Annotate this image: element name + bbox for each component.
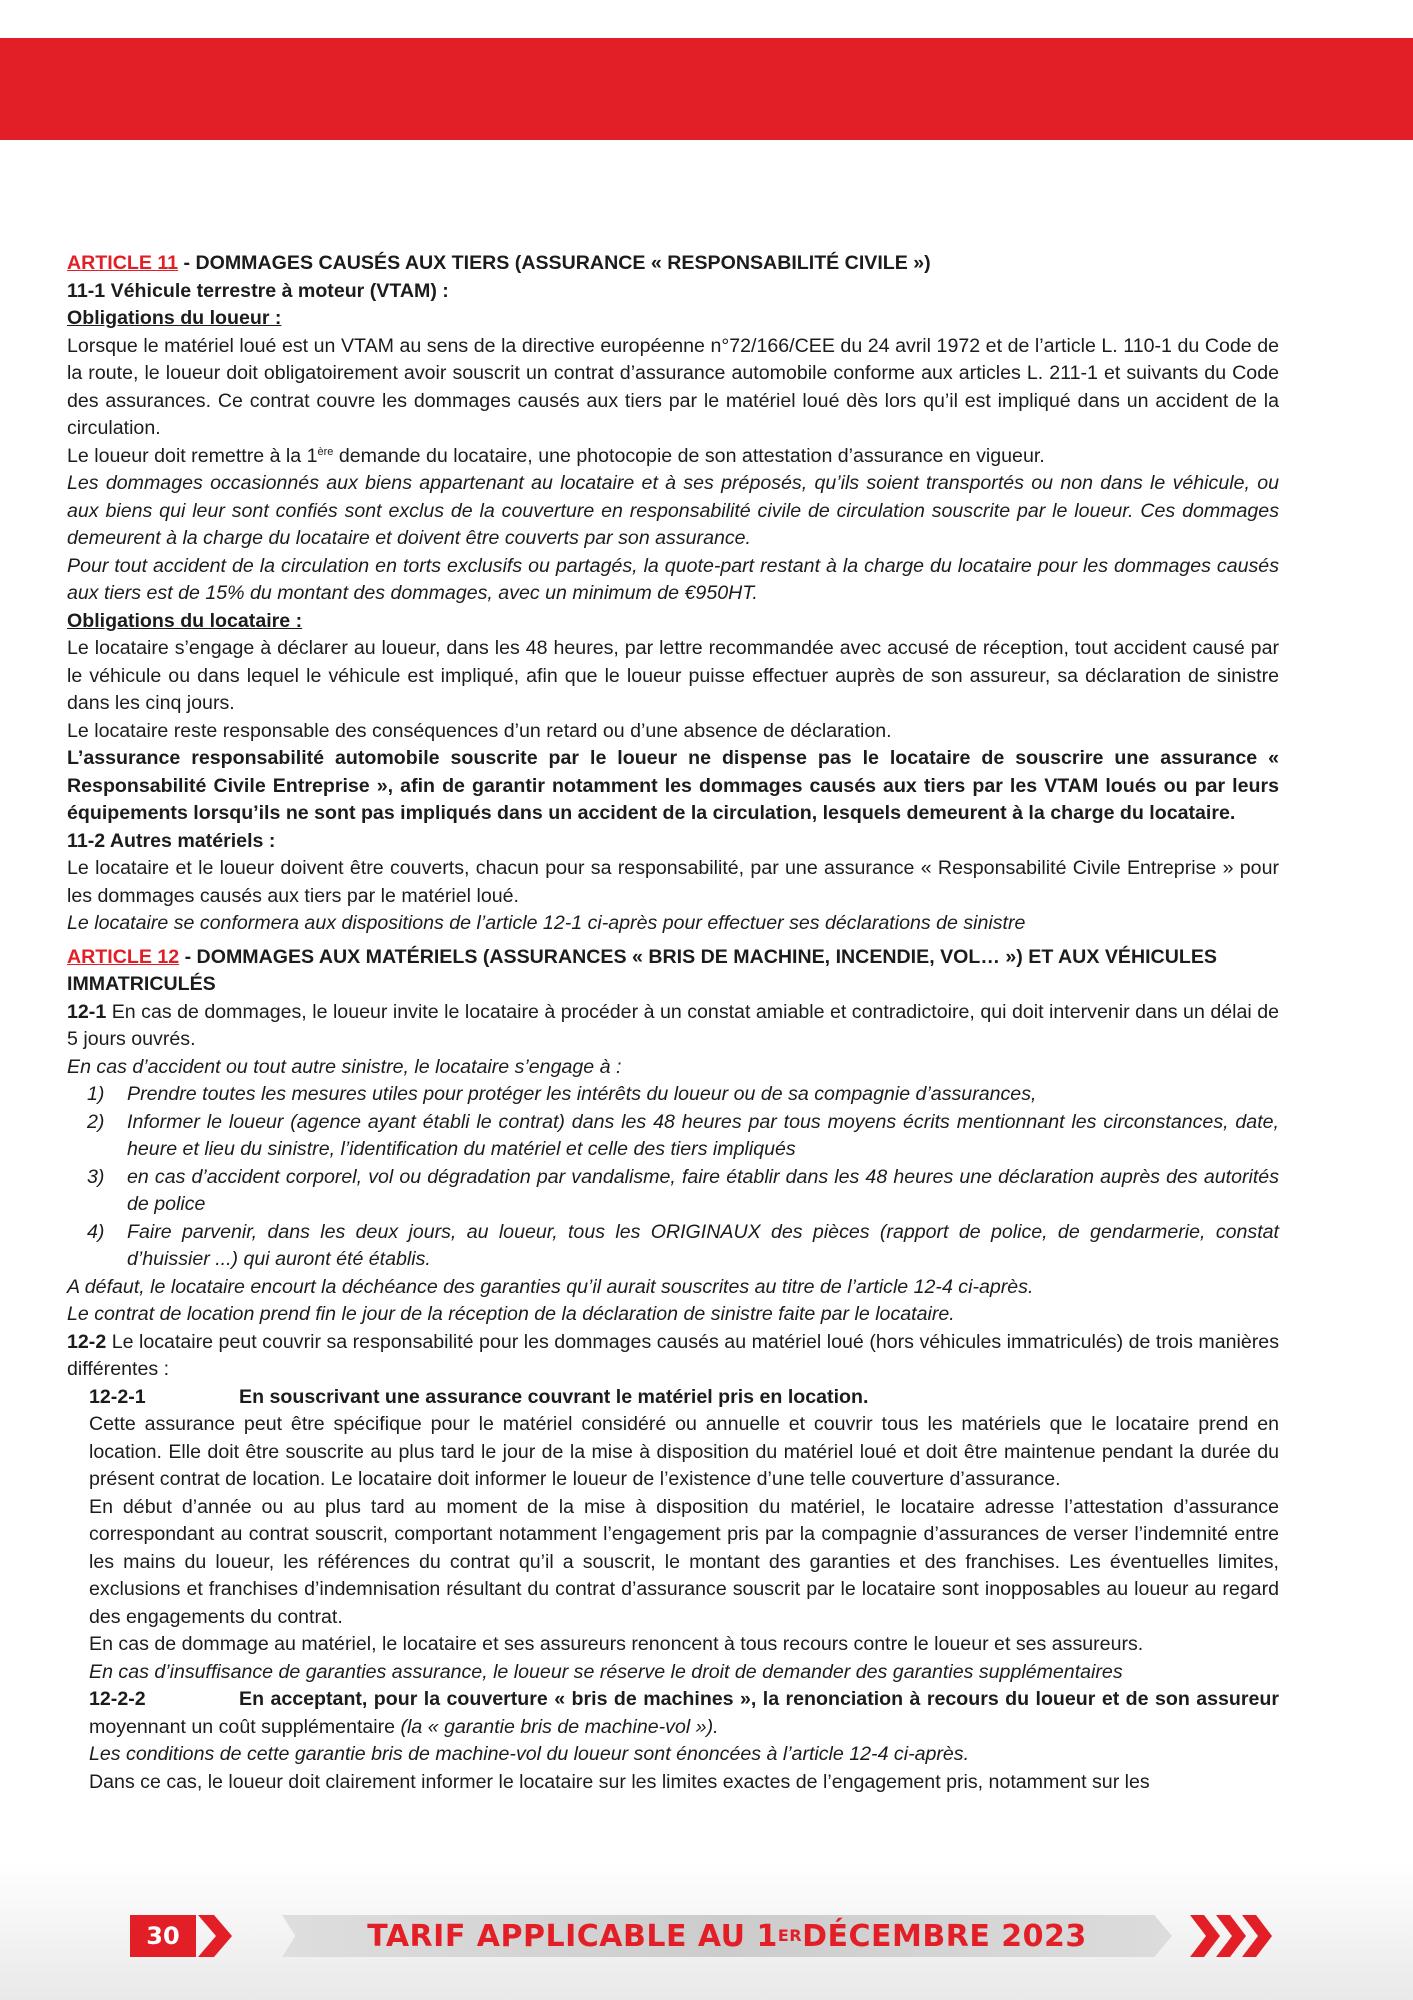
list-item: 3) en cas d’accident corporel, vol ou dégradation par vandalisme, faire établir dans les 48 heures une déclaration auprès des autorités de police bbox=[87, 1165, 1279, 1215]
paragraph: Le locataire s’engage à déclarer au loueur, dans les 48 heures, par lettre recommandée avec accusé de réception, tout accident causé par le véhicule ou dans lequel le véhicule est impliqué, afin que le loueur puisse effectuer auprès de son assureur, sa déclaration de sinistre dans les cinq jours. bbox=[67, 637, 1279, 714]
obligations-list bbox=[67, 1081, 1279, 1274]
paragraph: Les conditions de cette garantie bris de machine-vol du loueur sont énoncées à l’article 12-4 ci-après. bbox=[89, 1743, 970, 1765]
paragraph: Dans ce cas, le loueur doit clairement informer le locataire sur les limites exactes de l’engagement pris, notamment sur les bbox=[89, 1770, 1150, 1793]
paragraph: Lorsque le matériel loué est un VTAM au sens de la directive européenne n°72/166/CEE du 24 avril 1972 et de l’article L. 110-1 du Code de la route, le loueur doit obligatoirement avoir souscrit un contrat d’assurance automobile conforme aux articles L. 211-1 et suivants du Code des assurances. Ce contrat couvre les dommages causés aux tiers par le matériel loué dès lors qu’il est impliqué dans un accident de la circulation. bbox=[67, 334, 1279, 439]
triple-chevron-right-icon bbox=[1190, 1915, 1290, 1957]
article-12-heading bbox=[67, 944, 1279, 999]
section-11-2-heading: 11-2 Autres matériels : bbox=[67, 829, 276, 852]
page-number: 30 bbox=[130, 1915, 196, 1957]
article-12-title: - DOMMAGES AUX MATÉRIELS (ASSURANCES « BRIS DE MACHINE, INCENDIE, VOL… ») ET AUX VÉHICULES IMMATRICULÉS bbox=[67, 945, 1217, 995]
section-11-1-heading: 11-1 Véhicule terrestre à moteur (VTAM) : bbox=[67, 279, 449, 302]
article-11-heading bbox=[67, 250, 1279, 278]
list-item: 4) Faire parvenir, dans les deux jours, au loueur, tous les ORIGINAUX des pièces (rapport de police, de gendarmerie, constat d’huissier ...) qui auront été établis. bbox=[87, 1220, 1279, 1270]
list-item: 2) Informer le loueur (agence ayant établi le contrat) dans les 48 heures par tous moyens écrits mentionnant les circonstances, date, heure et lieu du sinistre, l’identification du matériel et celle des tiers impliqués bbox=[87, 1110, 1279, 1160]
obligations-locataire-heading: Obligations du locataire : bbox=[67, 609, 303, 632]
paragraph: En cas de dommage au matériel, le locataire et ses assureurs renoncent à tous recours contre le loueur et ses assureurs. bbox=[89, 1633, 1144, 1655]
header-red-band bbox=[0, 38, 1413, 140]
paragraph: Le locataire et le loueur doivent être couverts, chacun pour sa responsabilité, par une assurance « Responsabilité Civile Entreprise » pour les dommages causés aux tiers par le matériel loué. bbox=[67, 857, 1279, 907]
paragraph: En cas d’insuffisance de garanties assurance, le loueur se réserve le droit de demander des garanties supplémentaires bbox=[89, 1660, 1123, 1683]
paragraph: Le locataire reste responsable des conséquences d’un retard ou d’une absence de déclaration. bbox=[67, 719, 892, 742]
paragraph: En début d’année ou au plus tard au moment de la mise à disposition du matériel, le locataire adresse l’attestation d’assurance correspondant au contrat souscrit, comportant notamment l’engagement pris par la compagnie d’assurances de verser l’indemnité entre les mains du loueur, les références du contrat qu’il a souscrit, le montant des garanties et des franchises. Les éventuelles limites, exclusions et franchises d’indemnisation résultant du contrat d’assurance souscrit par le locataire sont inopposables au loueur au regard des engagements du contrat. bbox=[89, 1495, 1279, 1628]
paragraph: En cas d’accident ou tout autre sinistre, le locataire s’engage à : bbox=[67, 1055, 622, 1078]
tariff-banner-text: TARIF APPLICABLE AU 1 ER DÉCEMBRE 2023 bbox=[367, 1918, 1087, 1954]
paragraph: Cette assurance peut être spécifique pour le matériel considéré ou annuelle et couvrir tous les matériels que le locataire prend en location. Elle doit être souscrite au plus tard le jour de la mise à disposition du matériel loué et doit être maintenue pendant la durée du présent contrat de location. Le locataire doit informer le loueur de l’existence d’une telle couverture d’assurance. bbox=[89, 1413, 1279, 1490]
paragraph: L’assurance responsabilité automobile souscrite par le loueur ne dispense pas le locataire de souscrire une assurance « Responsabilité Civile Entreprise », afin de garantir notamment les dommages causés aux tiers par les VTAM loués ou par leurs équipements lorsqu’ils ne sont pas impliqués dans un accident de la circulation, lesquels demeurent à la charge du locataire. bbox=[67, 747, 1279, 824]
document-body bbox=[67, 250, 1279, 1796]
paragraph: Pour tout accident de la circulation en torts exclusifs ou partagés, la quote-part restant à la charge du locataire pour les dommages causés aux tiers est de 15% du montant des dommages, avec un minimum de €950HT. bbox=[67, 554, 1279, 604]
paragraph: 12-1 En cas de dommages, le loueur invite le locataire à procéder à un constat amiable et contradictoire, qui doit intervenir dans un délai de 5 jours ouvrés. bbox=[67, 1000, 1279, 1050]
article-12-label: ARTICLE 12 bbox=[67, 945, 180, 968]
obligations-loueur-heading: Obligations du loueur : bbox=[67, 307, 282, 329]
section-12-2-2-heading: 12-2-2 En acceptant, pour la couverture « bris de machines », la renonciation à recours du loueur et de son assureur moyennant un coût supplémentaire (la « garantie bris de machine-vol »). bbox=[89, 1688, 1279, 1738]
paragraph: Le contrat de location prend fin le jour de la réception de la déclaration de sinistre faite par le locataire. bbox=[67, 1303, 955, 1325]
paragraph: A défaut, le locataire encourt la déchéance des garanties qu’il aurait souscrites au titre de l’article 12-4 ci-après. bbox=[67, 1275, 1034, 1298]
article-11-label: ARTICLE 11 bbox=[67, 252, 179, 274]
section-12-1-code: 12-1 bbox=[67, 1000, 107, 1023]
article-11-title: - DOMMAGES CAUSÉS AUX TIERS (ASSURANCE « RESPONSABILITÉ CIVILE ») bbox=[178, 252, 931, 274]
paragraph: Le locataire se conformera aux dispositions de l’article 12-1 ci-après pour effectuer ses déclarations de sinistre bbox=[67, 912, 1026, 934]
section-12-2-code: 12-2 bbox=[67, 1330, 107, 1353]
section-12-2-1-heading: 12-2-1 En souscrivant une assurance couvrant le matériel pris en location. bbox=[89, 1385, 869, 1408]
paragraph: Le loueur doit remettre à la 1ère demande du locataire, une photocopie de son attestation d’assurance en vigueur. bbox=[67, 444, 1045, 467]
list-item: 1) Prendre toutes les mesures utiles pour protéger les intérêts du loueur ou de sa compagnie d’assurances, bbox=[87, 1083, 1037, 1105]
chevron-right-icon bbox=[198, 1915, 248, 1957]
paragraph: 12-2 Le locataire peut couvrir sa responsabilité pour les dommages causés au matériel loué (hors véhicules immatriculés) de trois manières différentes : bbox=[67, 1330, 1279, 1380]
paragraph: Les dommages occasionnés aux biens appartenant au locataire et à ses préposés, qu’ils soient transportés ou non dans le véhicule, ou aux biens qui leur sont confiés sont exclus de la couverture en responsabilité civile de circulation souscrite par le loueur. Ces dommages demeurent à la charge du locataire et doivent être couverts par son assurance. bbox=[67, 472, 1279, 549]
section-12-2-subsections bbox=[67, 1384, 1279, 1797]
